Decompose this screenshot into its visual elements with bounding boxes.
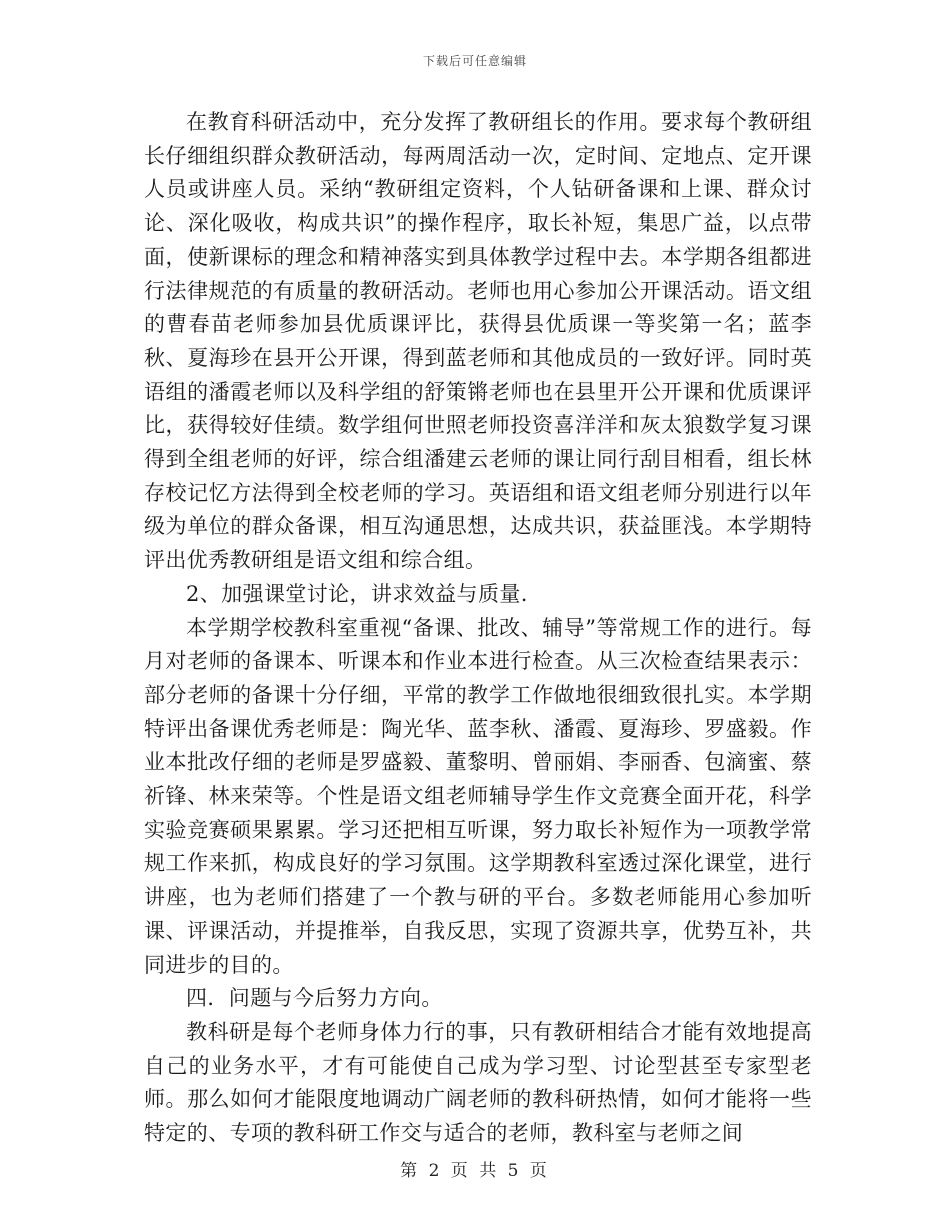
paragraph-future-direction: 教科研是每个老师身体力行的事，只有教研相结合才能有效地提高自己的业务水平，才有可能使自己成为学习型、讨论型甚至专家型老师。那么如何才能限度地调动广阔老师的教科研热情，如何才能将一些特定的、专项的教科研工作交与适合的老师，教科室与老师之间 [144, 1019, 812, 1146]
paragraph-routine-work: 本学期学校教科室重视“备课、批改、辅导”等常规工作的进行。每月对老师的备课本、听课本和作业本进行检查。从三次检查结果表示：部分老师的备课十分仔细，平常的教学工作做地很细致很扎实。本学期特评出备课优秀老师是：陶光华、蓝李秋、潘霞、夏海珍、罗盛毅。作业本批改仔细的老师是罗盛毅、董黎明、曾丽娟、李丽香、包滴蜜、蔡祈锋、林来荣等。个性是语文组老师辅导学生作文竞赛全面开花，科学实验竞赛硕果累累。学习还把相互听课，努力取长补短作为一项教学常规工作来抓，构成良好的学习氛围。这学期教科室透过深化课堂，进行讲座，也为老师们搭建了一个教与研的平台。多数老师能用心参加听课、评课活动，并提推举，自我反思，实现了资源共享，优势互补，共同进步的目的。 [144, 615, 812, 977]
page-number: 第 2 页 共 5 页 [400, 1161, 550, 1181]
section-heading-classroom: 2、加强课堂讨论，讲求效益与质量. [186, 581, 528, 606]
document-body [144, 106, 812, 1151]
paragraph-teaching-research: 在教育科研活动中，充分发挥了教研组长的作用。要求每个教研组长仔细组织群众教研活动，每两周活动一次，定时间、定地点、定开课人员或讲座人员。采纳“教研组定资料，个人钻研备课和上课、群众讨论、深化吸收，构成共识”的操作程序，取长补短，集思广益，以点带面，使新课标的理念和精神落实到具体教学过程中去。本学期各组都进行法律规范的有质量的教研活动。老师也用心参加公开课活动。语文组的曹春苗老师参加县优质课评比，获得县优质课一等奖第一名；蓝李秋、夏海珍在县开公开课，得到蓝老师和其他成员的一致好评。同时英语组的潘霞老师以及科学组的舒策锵老师也在县里开公开课和优质课评比，获得较好佳绩。数学组何世照老师投资喜洋洋和灰太狼数学复习课得到全组老师的好评，综合组潘建云老师的课让同行刮目相看，组长林存校记忆方法得到全校老师的学习。英语组和语文组老师分别进行以年级为单位的群众备课，相互沟通思想，达成共识，获益匪浅。本学期特评出优秀教研组是语文组和综合组。 [144, 110, 812, 573]
section-heading-problems: 四．问题与今后努力方向。 [186, 986, 443, 1011]
page-header-note: 下载后可任意编辑 [422, 54, 527, 68]
